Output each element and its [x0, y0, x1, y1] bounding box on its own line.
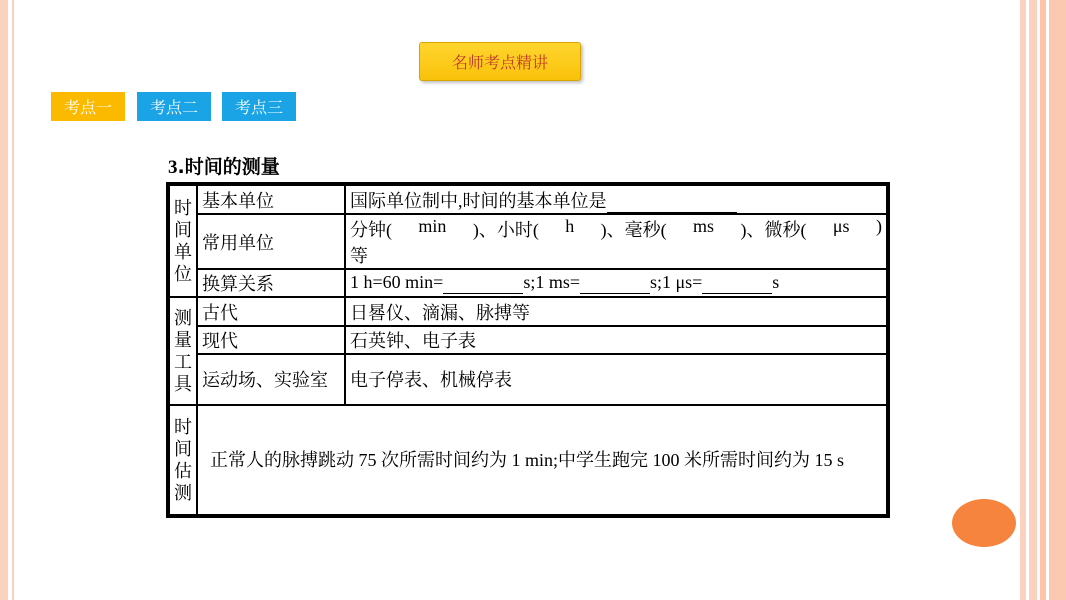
row-label: 常用单位 — [197, 214, 345, 269]
row-label: 运动场、实验室 — [197, 354, 345, 405]
table-row — [168, 405, 888, 516]
left-line-decoration — [12, 0, 14, 600]
row-value — [345, 184, 888, 214]
row-value: 日晷仪、滴漏、脉搏等 — [345, 297, 888, 325]
unit-part: min — [418, 215, 447, 236]
unit-tail: 等 — [350, 245, 368, 266]
left-border-decoration — [0, 0, 8, 600]
group-measuring-tools: 测量工具 — [168, 297, 197, 404]
table-row — [168, 354, 888, 405]
conversion-text: s;1 ms= — [523, 272, 580, 293]
group-time-unit: 时间单位 — [168, 184, 197, 297]
row-value — [345, 269, 888, 297]
table-row — [168, 326, 888, 354]
answer-blank — [580, 272, 650, 294]
tab-label: 考点三 — [234, 98, 283, 117]
basic-unit-text: 国际单位制中,时间的基本单位是 — [350, 190, 607, 211]
unit-part: )、毫秒( — [600, 219, 667, 240]
tab-label: 考点一 — [63, 98, 112, 117]
unit-part: 分钟( — [350, 219, 392, 240]
unit-part: )、小时( — [472, 219, 539, 240]
group-time-estimate: 时间估测 — [168, 405, 197, 516]
row-label: 现代 — [197, 326, 345, 354]
section-number: 3 — [168, 157, 178, 178]
row-label: 基本单位 — [197, 184, 345, 214]
section-title — [168, 152, 280, 179]
unit-part: h — [565, 215, 575, 236]
row-label: 古代 — [197, 297, 345, 325]
answer-blank — [607, 191, 737, 213]
conversion-text: s — [772, 272, 780, 293]
conversion-text: s;1 μs= — [649, 272, 703, 293]
unit-part: μs — [832, 215, 850, 236]
answer-blank — [443, 272, 523, 294]
right-stripes-decoration — [1020, 0, 1066, 600]
time-measurement-table — [166, 182, 890, 518]
header-button-label: 名师考点精讲 — [451, 53, 548, 72]
conversion-text: 1 h=60 min= — [350, 272, 444, 293]
tab-label: 考点二 — [149, 98, 198, 117]
answer-blank — [702, 272, 772, 294]
estimate-text: 正常人的脉搏跳动 75 次所需时间约为 1 min;中学生跑完 100 米所需时间约为 15 s — [197, 405, 888, 516]
orange-circle-decoration — [952, 499, 1016, 547]
row-value — [345, 214, 888, 269]
unit-part: ms — [693, 215, 715, 236]
table-row — [168, 214, 888, 269]
table-row — [168, 297, 888, 325]
unit-part: ) — [875, 215, 882, 236]
table-row — [168, 184, 888, 214]
header-button[interactable] — [419, 42, 581, 81]
table-row — [168, 269, 888, 297]
row-value: 电子停表、机械停表 — [345, 354, 888, 405]
row-label: 换算关系 — [197, 269, 345, 297]
tab-kaodian-1[interactable] — [51, 92, 125, 121]
section-title-text: .时间的测量 — [177, 156, 280, 178]
tab-kaodian-3[interactable] — [222, 92, 296, 121]
row-value: 石英钟、电子表 — [345, 326, 888, 354]
tab-kaodian-2[interactable] — [137, 92, 211, 121]
unit-part: )、微秒( — [740, 219, 807, 240]
